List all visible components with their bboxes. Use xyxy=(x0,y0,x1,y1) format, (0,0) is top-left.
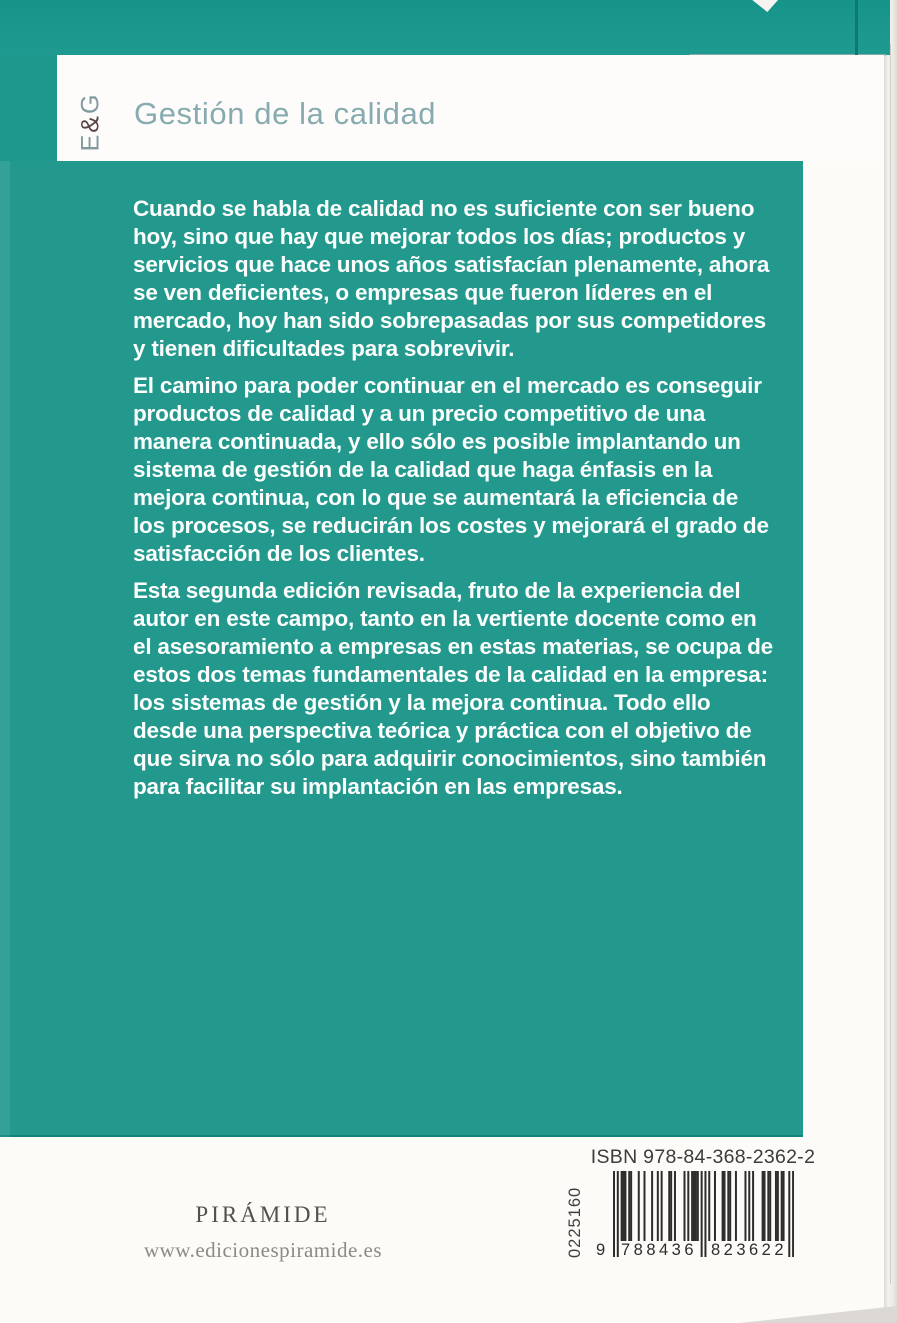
imprint-letter-e: E xyxy=(76,132,105,152)
barcode-digit-first: 9 xyxy=(596,1241,606,1259)
cover-left-teal-sliver xyxy=(0,55,57,161)
imprint-letter-g: G xyxy=(76,92,105,115)
paragraph: Esta segunda edición revisada, fruto de la experiencia del autor en este campo, tanto en la vertiente docente como en el asesoramiento a empresas en estas materias, se ocupa de estos dos temas fundamentales de la calidad en la empresa: los sistemas de gestión y la mejora continua. Todo ello desde una perspectiva teórica y práctica con el objetivo de que sirva no sólo para adquirir conocimientos, sino también para facilitar su implantación en las empresas. xyxy=(133,578,773,799)
barcode-digit-group2: 823622 xyxy=(710,1241,788,1259)
cover-left-edge-sheen xyxy=(0,161,10,1137)
back-cover-text xyxy=(133,195,775,810)
paragraph: El camino para poder continuar en el mercado es conseguir productos de calidad y a un precio competitivo de una manera continuada, y ello sólo es posible implantando un sistema de gestión de la calidad que haga énfasis en la mejora continua, con lo que se aumentará la eficiencia de los procesos, se reducirán los costes y mejorará el grado de satisfacción de los clientes. xyxy=(133,373,769,566)
imprint-ampersand: & xyxy=(76,114,105,133)
print-run-code: 0225160 xyxy=(566,1186,584,1258)
paragraph: Cuando se habla de calidad no es suficiente con ser bueno hoy, sino que hay que mejorar todos los días; productos y servicios que hace unos años satisfacían plenamente, ahora se ven deficientes, o empresas que fueron líderes en el mercado, hoy han sido sobrepasadas por sus competidores y tienen dificultades para sobrevivir. xyxy=(133,196,770,361)
cover-fold-crease xyxy=(855,0,858,56)
isbn-label: ISBN 978-84-368-2362-2 xyxy=(590,1146,816,1168)
imprint-logo xyxy=(76,86,106,159)
ean-barcode xyxy=(596,1171,794,1263)
cover-top-strip xyxy=(0,0,890,55)
publisher-logo: PIRÁMIDE xyxy=(195,1202,331,1227)
barcode-digit-group1: 788436 xyxy=(620,1241,698,1259)
book-title: Gestión de la calidad xyxy=(134,96,437,131)
publisher-website: www.edicionespiramide.es xyxy=(143,1238,383,1262)
book-page-edge-line xyxy=(890,44,891,1284)
